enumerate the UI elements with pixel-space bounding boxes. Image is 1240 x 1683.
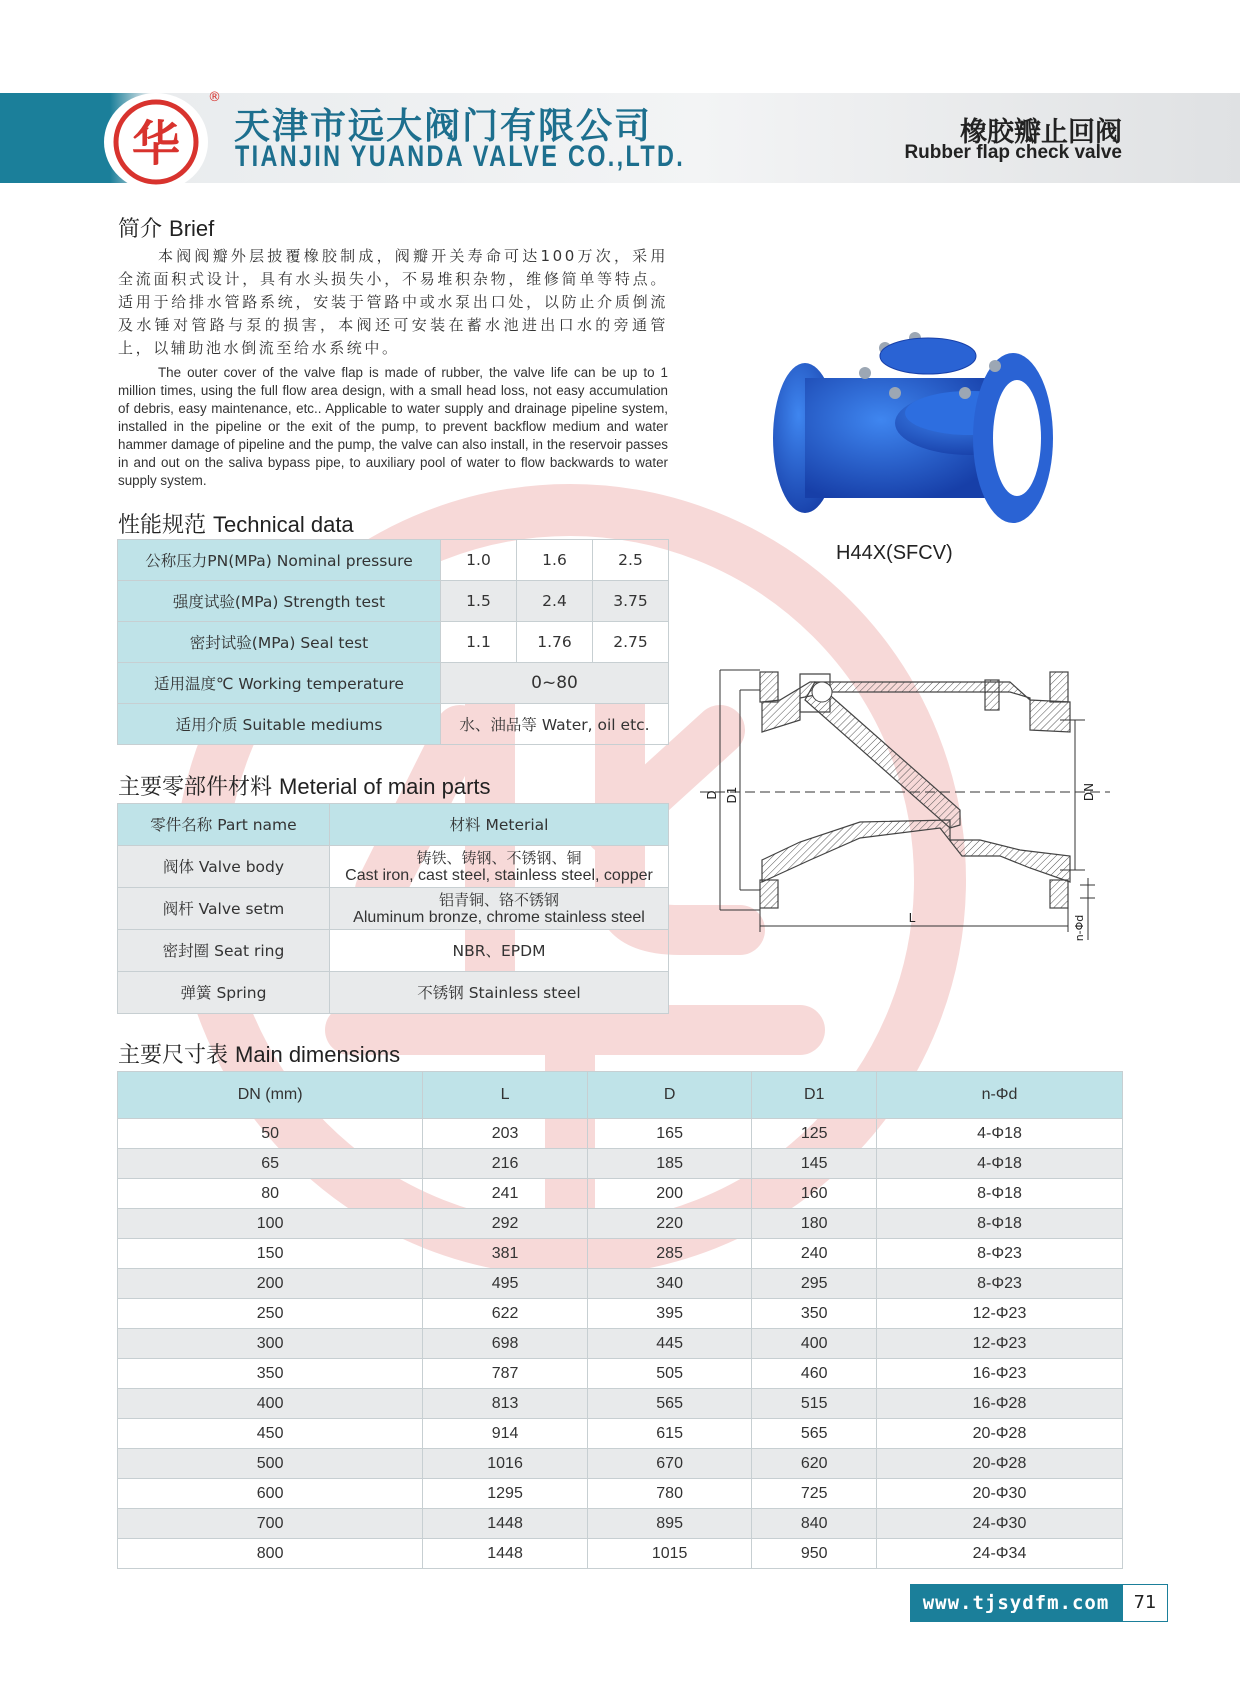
dim-cell: 615: [587, 1419, 752, 1449]
dim-cell: 700: [118, 1509, 423, 1539]
dim-cell: 460: [752, 1359, 877, 1389]
technical-table: [117, 539, 669, 745]
dim-cell: 1015: [587, 1539, 752, 1569]
dim-cell: 24-Φ30: [877, 1509, 1123, 1539]
dim-cell: 800: [118, 1539, 423, 1569]
technical-drawing: [700, 660, 1110, 950]
dimensions-heading-cn: 主要尺寸表: [118, 1043, 229, 1068]
table-header-row: [118, 804, 669, 846]
dim-cell: 8-Φ23: [877, 1269, 1123, 1299]
parts-header-material: 材料 Meterial: [330, 804, 669, 846]
drawing-label-d: D: [705, 790, 719, 800]
tech-value: 1.0: [441, 540, 517, 581]
dim-cell: 350: [118, 1359, 423, 1389]
dim-cell: 160: [752, 1179, 877, 1209]
table-row: [118, 1149, 1123, 1179]
tech-value: 0~80: [441, 663, 669, 704]
part-material-en: Cast iron, cast steel, stainless steel, copper: [345, 866, 653, 884]
dim-cell: 340: [587, 1269, 752, 1299]
dim-cell: 145: [752, 1149, 877, 1179]
table-row: [118, 846, 669, 888]
part-name: 密封圈 Seat ring: [118, 930, 330, 972]
part-material-cn: 铸铁、铸钢、不锈钢、铜: [416, 848, 582, 867]
dim-cell: 620: [752, 1449, 877, 1479]
part-material: [330, 846, 669, 888]
tech-label: 强度试验(MPa) Strength test: [118, 581, 441, 622]
dim-cell: 350: [752, 1299, 877, 1329]
table-row: [118, 1269, 1123, 1299]
table-row: [118, 1179, 1123, 1209]
table-row: [118, 1299, 1123, 1329]
dim-cell: 600: [118, 1479, 423, 1509]
parts-table: [117, 803, 669, 1014]
dim-header-cell: n-Φd: [877, 1072, 1123, 1119]
tech-value: 1.6: [517, 540, 593, 581]
valve-photo: [765, 318, 1065, 538]
dim-cell: 450: [118, 1419, 423, 1449]
company-name-cn: 天津市远大阀门有限公司: [234, 106, 653, 147]
dim-cell: 203: [423, 1119, 588, 1149]
dim-cell: 200: [587, 1179, 752, 1209]
dimensions-heading: [118, 1038, 400, 1069]
dim-cell: 950: [752, 1539, 877, 1569]
dim-cell: 8-Φ18: [877, 1209, 1123, 1239]
dim-cell: 20-Φ28: [877, 1449, 1123, 1479]
dim-cell: 1448: [423, 1509, 588, 1539]
table-row: [118, 1479, 1123, 1509]
dimensions-table: [117, 1071, 1123, 1569]
dim-cell: 500: [118, 1449, 423, 1479]
technical-heading: [118, 508, 354, 539]
drawing-label-nd: n-Φd: [1073, 914, 1086, 942]
dim-header-cell: D: [587, 1072, 752, 1119]
table-row: [118, 1539, 1123, 1569]
dim-cell: 565: [587, 1389, 752, 1419]
part-material: [330, 888, 669, 930]
dim-cell: 300: [118, 1329, 423, 1359]
dim-cell: 292: [423, 1209, 588, 1239]
product-title-en: Rubber flap check valve: [904, 142, 1122, 163]
dim-header-cell: DN (mm): [118, 1072, 423, 1119]
tech-value: 水、油品等 Water, oil etc.: [441, 704, 669, 745]
dim-cell: 16-Φ28: [877, 1389, 1123, 1419]
dim-cell: 24-Φ34: [877, 1539, 1123, 1569]
dim-cell: 185: [587, 1149, 752, 1179]
table-row: [118, 704, 669, 745]
part-material: NBR、EPDM: [330, 930, 669, 972]
table-row: [118, 581, 669, 622]
dim-cell: 840: [752, 1509, 877, 1539]
dim-cell: 80: [118, 1179, 423, 1209]
dim-cell: 381: [423, 1239, 588, 1269]
tech-label: 适用介质 Suitable mediums: [118, 704, 441, 745]
table-row: [118, 663, 669, 704]
dim-cell: 725: [752, 1479, 877, 1509]
brief-text-cn: 本阀阀瓣外层披覆橡胶制成，阀瓣开关寿命可达100万次，采用全流面积式设计，具有水头损失小，不易堆积杂物，维修简单等特点。适用于给排水管路系统，安装于管路中或水泵出口处，以防止介质倒流及水锤对管路与泵的损害，本阀还可安装在蓄水池进出口水的旁通管上，以辅助池水倒流至给水系统中。: [118, 247, 668, 357]
page-number: 71: [1122, 1584, 1168, 1622]
company-logo: [108, 96, 204, 188]
dim-cell: 400: [752, 1329, 877, 1359]
part-name: 弹簧 Spring: [118, 972, 330, 1014]
dim-cell: 125: [752, 1119, 877, 1149]
dimensions-heading-en: Main dimensions: [235, 1042, 401, 1067]
part-material-cn: 铝青铜、铬不锈钢: [438, 890, 559, 909]
table-row: [118, 1329, 1123, 1359]
tech-value: 1.1: [441, 622, 517, 663]
brief-heading-en: Brief: [169, 216, 215, 241]
dim-header-cell: L: [423, 1072, 588, 1119]
table-row: [118, 1239, 1123, 1269]
parts-heading-cn: 主要零部件材料: [118, 775, 273, 800]
table-row: [118, 930, 669, 972]
table-row: [118, 540, 669, 581]
dim-header-cell: D1: [752, 1072, 877, 1119]
dim-cell: 241: [423, 1179, 588, 1209]
dim-cell: 285: [587, 1239, 752, 1269]
dim-cell: 515: [752, 1389, 877, 1419]
tech-label: 密封试验(MPa) Seal test: [118, 622, 441, 663]
table-row: [118, 622, 669, 663]
dim-cell: 12-Φ23: [877, 1329, 1123, 1359]
technical-heading-en: Technical data: [213, 512, 354, 537]
table-header-row: [118, 1072, 1123, 1119]
dim-cell: 8-Φ18: [877, 1179, 1123, 1209]
dim-cell: 50: [118, 1119, 423, 1149]
dim-cell: 395: [587, 1299, 752, 1329]
drawing-label-dn: DN: [1082, 782, 1096, 802]
dim-cell: 787: [423, 1359, 588, 1389]
drawing-label-d1: D1: [725, 786, 739, 804]
dim-cell: 914: [423, 1419, 588, 1449]
dim-cell: 813: [423, 1389, 588, 1419]
part-name: 阀杆 Valve setm: [118, 888, 330, 930]
website-url[interactable]: www.tjsydfm.com: [910, 1584, 1122, 1622]
table-row: [118, 888, 669, 930]
dim-cell: 16-Φ23: [877, 1359, 1123, 1389]
table-row: [118, 1419, 1123, 1449]
dim-cell: 622: [423, 1299, 588, 1329]
dim-cell: 20-Φ28: [877, 1419, 1123, 1449]
dim-cell: 4-Φ18: [877, 1119, 1123, 1149]
dim-cell: 250: [118, 1299, 423, 1329]
drawing-label-l: L: [908, 911, 916, 925]
dim-cell: 165: [587, 1119, 752, 1149]
dim-cell: 4-Φ18: [877, 1149, 1123, 1179]
dim-cell: 220: [587, 1209, 752, 1239]
table-row: [118, 972, 669, 1014]
product-title-cn: 橡胶瓣止回阀: [960, 117, 1122, 148]
dim-cell: 1448: [423, 1539, 588, 1569]
logo-char: 华: [131, 116, 181, 172]
table-row: [118, 1359, 1123, 1389]
dim-cell: 8-Φ23: [877, 1239, 1123, 1269]
tech-label: 适用温度℃ Working temperature: [118, 663, 441, 704]
dim-cell: 240: [752, 1239, 877, 1269]
parts-heading-en: Meterial of main parts: [279, 774, 491, 799]
part-name: 阀体 Valve body: [118, 846, 330, 888]
table-row: [118, 1449, 1123, 1479]
dim-cell: 495: [423, 1269, 588, 1299]
tech-label: 公称压力PN(MPa) Nominal pressure: [118, 540, 441, 581]
tech-value: 2.4: [517, 581, 593, 622]
dim-cell: 445: [587, 1329, 752, 1359]
dim-cell: 780: [587, 1479, 752, 1509]
dim-cell: 1295: [423, 1479, 588, 1509]
dim-cell: 65: [118, 1149, 423, 1179]
table-row: [118, 1509, 1123, 1539]
dim-cell: 1016: [423, 1449, 588, 1479]
dim-cell: 180: [752, 1209, 877, 1239]
dim-cell: 200: [118, 1269, 423, 1299]
technical-heading-cn: 性能规范: [118, 513, 207, 538]
brief-text-en: The outer cover of the valve flap is made of rubber, the valve life can be up to 1 million times, using the full flow area design, with a small head loss, not easy accumulation of debris, easy maintenance, etc.. Applicable to water supply and drainage pipeline system, installed in the pipeline or the exit of the pump, to prevent backflow medium and water hammer damage of pipeline and the pump, the valve can also install, in the reservoir passes in and out on the saliva bypass pipe, to auxiliary pool of water to flow backwards to water supply system.: [118, 365, 668, 488]
dim-cell: 20-Φ30: [877, 1479, 1123, 1509]
model-label: H44X(SFCV): [836, 542, 953, 564]
tech-value: 1.5: [441, 581, 517, 622]
dim-cell: 12-Φ23: [877, 1299, 1123, 1329]
brief-heading: [118, 212, 214, 243]
dim-cell: 505: [587, 1359, 752, 1389]
dim-cell: 216: [423, 1149, 588, 1179]
tech-value: 2.5: [593, 540, 669, 581]
dim-cell: 100: [118, 1209, 423, 1239]
parts-header-name: 零件名称 Part name: [118, 804, 330, 846]
dim-cell: 400: [118, 1389, 423, 1419]
brief-heading-cn: 简介: [118, 217, 163, 242]
parts-heading: [118, 770, 491, 801]
table-row: [118, 1209, 1123, 1239]
dim-cell: 295: [752, 1269, 877, 1299]
tech-value: 3.75: [593, 581, 669, 622]
dim-cell: 150: [118, 1239, 423, 1269]
registered-mark: ®: [208, 90, 221, 105]
dim-cell: 698: [423, 1329, 588, 1359]
dim-cell: 565: [752, 1419, 877, 1449]
dim-cell: 670: [587, 1449, 752, 1479]
table-row: [118, 1389, 1123, 1419]
table-row: [118, 1119, 1123, 1149]
tech-value: 2.75: [593, 622, 669, 663]
part-material-en: Aluminum bronze, chrome stainless steel: [353, 908, 645, 926]
dim-cell: 895: [587, 1509, 752, 1539]
company-name-en: TIANJIN YUANDA VALVE CO.,LTD.: [235, 140, 686, 173]
tech-value: 1.76: [517, 622, 593, 663]
part-material: 不锈钢 Stainless steel: [330, 972, 669, 1014]
